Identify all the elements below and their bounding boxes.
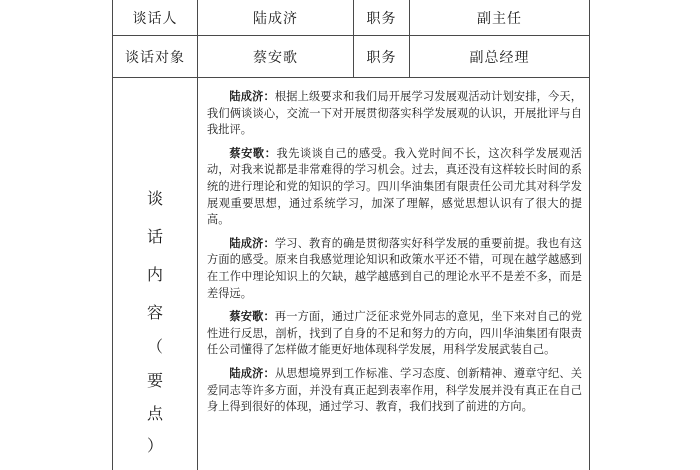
speaker-title: 副主任 [477,10,522,27]
target-title: 副总经理 [469,49,530,66]
speaker-label: 谈话人 [113,0,198,35]
speaker-name: 陆成济 [198,0,354,35]
speaker-title-label: 职务 [354,0,410,35]
content-label-char: ） [146,436,163,455]
paragraph-text: 从思想境界到工作标准、学习态度、创新精神、遵章守纪、关爱同志等许多方面，并没有真正起到表率作用，科学发展并没有真正在自己身上得到很好的体现，通过学习、教育，我们找到了前进的方向。 [207,366,582,414]
conversation-paragraph [207,235,582,302]
paragraph-speaker: 陆成济： [229,89,275,103]
paragraph-text: 学习、教育的确是贯彻落实好科学发展的重要前提。我也有这方面的感受。原来自我感觉理论知识和政策水平还不错，可现在越学越感到在工作中理论知识上的欠缺，越学越感到自己的理论水平不是差不多，而是差得远。 [207,236,582,300]
target-title-label: 职务 [354,36,410,77]
paragraph-text: 我先谈谈自己的感受。我入党时间不长，这次科学发展观活动，对我来说都是非常难得的学习机会。过去，真还没有这样较长时间的系统的进行理论和党的知识的学习。四川华油集团有限责任公司尤其对科学发展观重要思想，通过系统学习，加深了理解，感觉思想认识有了很大的提高。 [207,146,582,227]
paragraph-text: 再一方面，通过广泛征求党外同志的意见，坐下来对自己的党性进行反思，剖析，找到了自身的不足和努力的方向，四川华油集团有限责任公司懂得了怎样做才能更好地体现科学发展，用科学发展武装自己。 [207,310,582,357]
conversation-paragraph [207,145,582,229]
paragraph-speaker: 陆成济： [229,235,275,250]
content-label-char: 内 [146,265,163,284]
target-label: 谈话对象 [113,36,198,77]
content-label-column [113,78,198,470]
paragraph-speaker: 蔡安歌： [229,309,275,324]
content-label-char: 话 [146,227,163,246]
speaker-row [113,0,589,36]
target-row [113,36,589,78]
conversation-paragraph [207,308,582,359]
conversation-paragraph [207,88,582,139]
content-label-char: 点 [146,404,163,423]
target-name: 蔡安歌 [198,36,354,77]
conversation-content [207,88,582,422]
paragraph-speaker: 陆成济： [229,365,275,380]
paragraph-text: 根据上级要求和我们局开展学习发展观活动计划安排，今天，我们俩谈谈心，交流一下对开展贯彻落实科学发展观的认识，开展批评与自我批评。 [207,90,582,137]
content-label-char: 要 [146,371,163,390]
conversation-record-form [112,0,590,470]
content-label-char: 容 [146,303,163,322]
paragraph-speaker: 蔡安歌： [229,145,277,160]
content-label-char: （ [146,337,163,356]
content-label-char: 谈 [146,189,163,208]
conversation-paragraph [207,365,582,416]
